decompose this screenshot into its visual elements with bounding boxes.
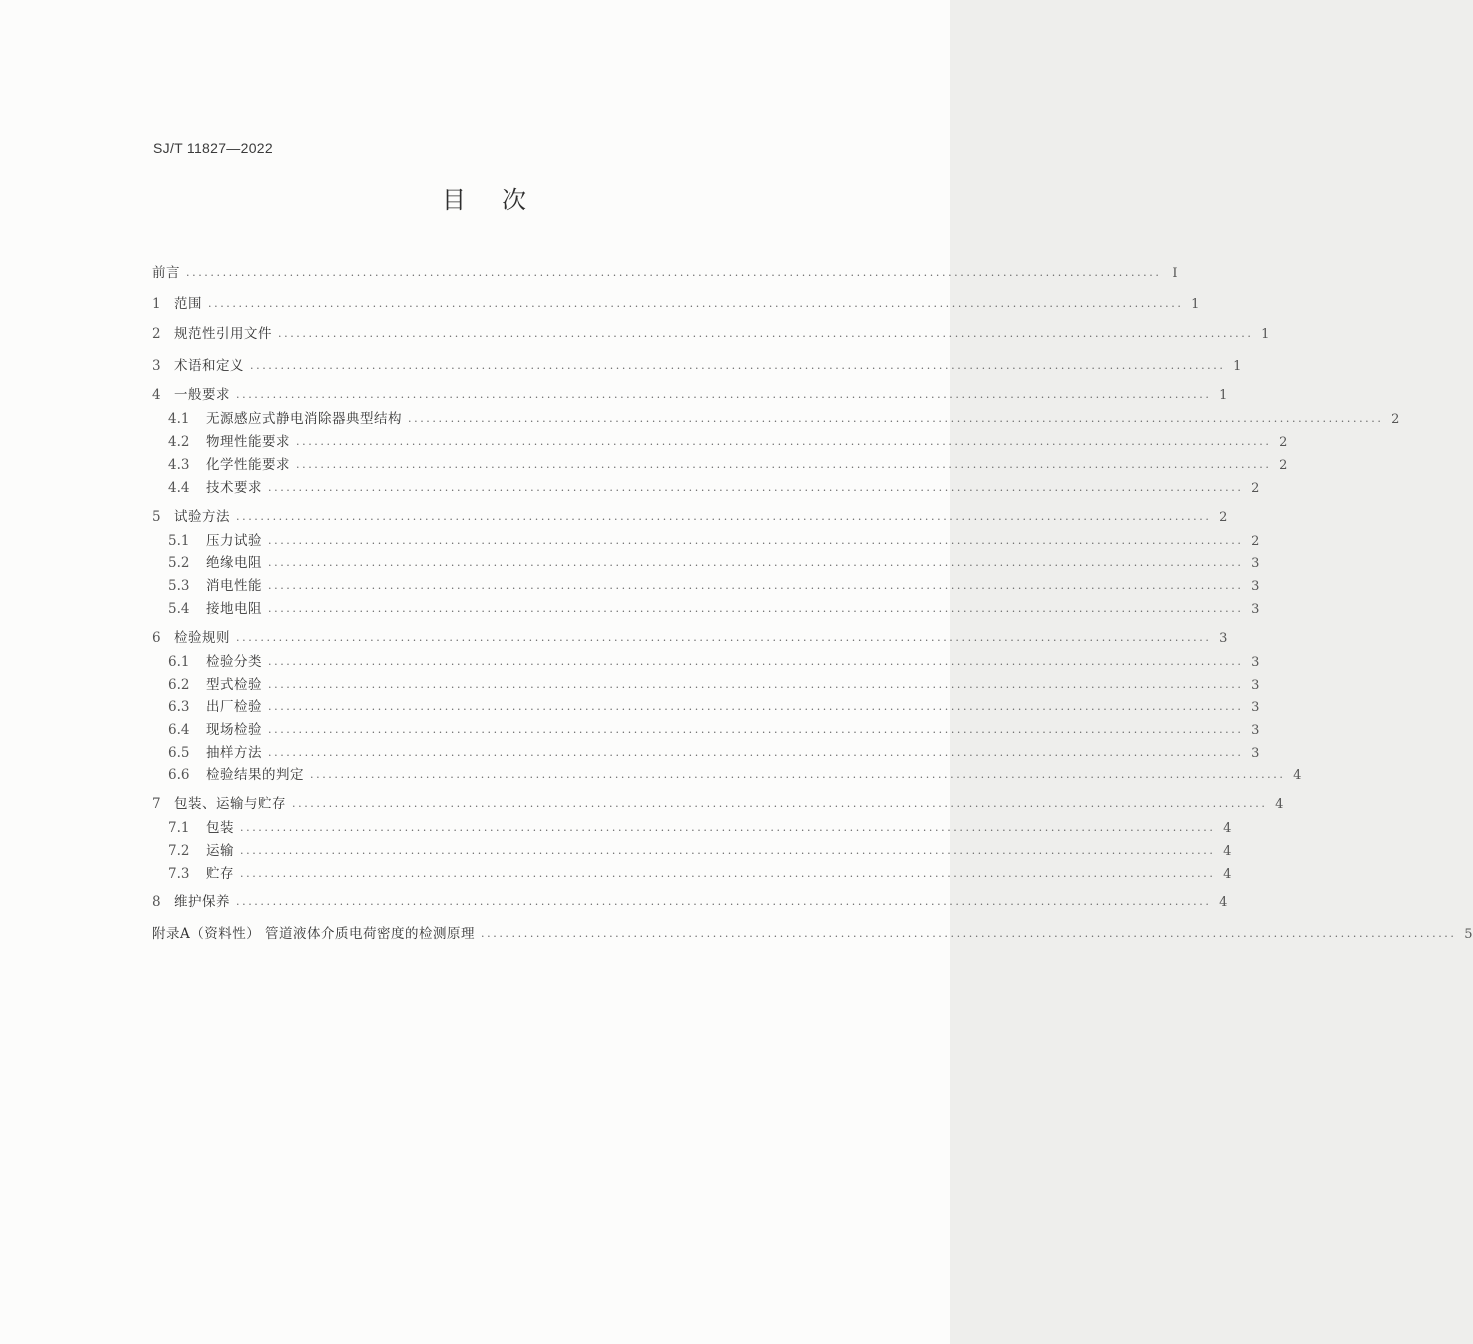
toc-entry[interactable] xyxy=(152,923,1473,945)
document-code: SJ/T 11827—2022 xyxy=(153,140,273,156)
toc-dot-leader: ................................................................................................................................................................ xyxy=(268,723,1244,736)
toc-entry[interactable] xyxy=(168,764,1302,786)
toc-entry-label: 现场检验 xyxy=(206,722,262,738)
toc-entry-label: 接地电阻 xyxy=(206,601,262,617)
toc-entry-label: 包装、运输与贮存 xyxy=(174,796,286,812)
toc-dot-leader: ................................................................................................................................................................ xyxy=(268,534,1244,547)
toc-entry-page: 2 xyxy=(1251,534,1260,549)
toc-entry-page: 3 xyxy=(1251,655,1260,670)
toc-dot-leader: ................................................................................................................................................................ xyxy=(268,655,1244,668)
toc-entry-page: 3 xyxy=(1251,746,1260,761)
page-title: 目次 xyxy=(442,186,562,214)
toc-entry-number: 5.4 xyxy=(168,601,190,617)
toc-entry-number: 6.4 xyxy=(168,722,190,738)
toc-entry-page: I xyxy=(1172,266,1178,281)
toc-entry-label: 试验方法 xyxy=(174,509,230,525)
toc-entry-number: 4.4 xyxy=(168,480,190,496)
toc-entry-label: 前言 xyxy=(152,265,180,281)
toc-dot-leader: ................................................................................................................................................................ xyxy=(236,510,1212,523)
toc-entry-label: 运输 xyxy=(206,843,234,859)
toc-entry-number: 5.3 xyxy=(168,578,190,594)
toc-dot-leader: ................................................................................................................................................................ xyxy=(268,481,1244,494)
toc-entry[interactable] xyxy=(168,651,1260,673)
toc-entry-page: 2 xyxy=(1391,412,1400,427)
toc-dot-leader: ................................................................................................................................................................ xyxy=(186,266,1162,279)
toc-entry-page: 4 xyxy=(1223,867,1232,882)
toc-entry[interactable] xyxy=(168,454,1288,476)
toc-entry-page: 4 xyxy=(1293,768,1302,783)
toc-entry-label: 物理性能要求 xyxy=(206,434,290,450)
toc-entry-number: 4 xyxy=(152,387,161,403)
toc-entry-page: 4 xyxy=(1223,821,1232,836)
toc-entry[interactable] xyxy=(168,477,1260,499)
toc-dot-leader: ................................................................................................................................................................ xyxy=(278,327,1254,340)
toc-entry-page: 2 xyxy=(1219,510,1228,525)
toc-entry[interactable] xyxy=(152,355,1242,377)
toc-entry-label: 化学性能要求 xyxy=(206,457,290,473)
toc-entry-page: 3 xyxy=(1251,700,1260,715)
toc-entry-page: 2 xyxy=(1251,481,1260,496)
toc-entry-number: 5 xyxy=(152,509,161,525)
toc-entry[interactable] xyxy=(152,323,1270,345)
toc-entry-page: 4 xyxy=(1223,844,1232,859)
toc-entry[interactable] xyxy=(168,530,1260,552)
toc-dot-leader: ................................................................................................................................................................ xyxy=(268,746,1244,759)
toc-dot-leader: ................................................................................................................................................................ xyxy=(296,458,1272,471)
toc-entry-page: 1 xyxy=(1219,388,1228,403)
toc-entry-number: 6.3 xyxy=(168,699,190,715)
toc-dot-leader: ................................................................................................................................................................ xyxy=(250,359,1226,372)
toc-entry-page: 3 xyxy=(1251,602,1260,617)
toc-entry-number: 7.1 xyxy=(168,820,190,836)
toc-entry-number: 3 xyxy=(152,358,161,374)
toc-entry[interactable] xyxy=(168,598,1260,620)
toc-dot-leader: ................................................................................................................................................................ xyxy=(208,297,1184,310)
toc-entry-label: 规范性引用文件 xyxy=(174,326,272,342)
toc-entry[interactable] xyxy=(168,575,1260,597)
toc-entry-number: 2 xyxy=(152,326,161,342)
toc-dot-leader: ................................................................................................................................................................ xyxy=(268,556,1244,569)
toc-dot-leader: ................................................................................................................................................................ xyxy=(236,388,1212,401)
toc-entry-number: 5.1 xyxy=(168,533,190,549)
toc-entry[interactable] xyxy=(152,293,1200,315)
toc-entry-number: 6.5 xyxy=(168,745,190,761)
toc-entry-label: 检验结果的判定 xyxy=(206,767,304,783)
toc-entry[interactable] xyxy=(168,408,1400,430)
toc-entry-number: 6 xyxy=(152,630,161,646)
toc-entry-label: 附录A（资料性） 管道液体介质电荷密度的检测原理 xyxy=(152,926,476,942)
toc-dot-leader: ................................................................................................................................................................ xyxy=(481,927,1457,940)
toc-entry-label: 包装 xyxy=(206,820,234,836)
toc-dot-leader: ................................................................................................................................................................ xyxy=(268,579,1244,592)
toc-entry-page: 5 xyxy=(1464,927,1473,942)
toc-dot-leader: ................................................................................................................................................................ xyxy=(240,867,1216,880)
toc-entry-label: 检验规则 xyxy=(174,630,230,646)
toc-entry-number: 4.3 xyxy=(168,457,190,473)
toc-entry-label: 术语和定义 xyxy=(174,358,244,374)
toc-entry-label: 压力试验 xyxy=(206,533,262,549)
toc-entry[interactable] xyxy=(152,262,1178,284)
toc-entry-number: 6.6 xyxy=(168,767,190,783)
toc-entry-number: 7.2 xyxy=(168,843,190,859)
toc-dot-leader: ................................................................................................................................................................ xyxy=(240,844,1216,857)
toc-dot-leader: ................................................................................................................................................................ xyxy=(236,895,1212,908)
toc-entry-page: 3 xyxy=(1251,678,1260,693)
toc-entry-label: 绝缘电阻 xyxy=(206,555,262,571)
toc-entry-page: 3 xyxy=(1251,556,1260,571)
toc-entry-number: 7.3 xyxy=(168,866,190,882)
toc-entry[interactable] xyxy=(168,552,1260,574)
toc-entry[interactable] xyxy=(152,506,1228,528)
toc-dot-leader: ................................................................................................................................................................ xyxy=(292,797,1268,810)
toc-entry-label: 检验分类 xyxy=(206,654,262,670)
toc-entry-number: 7 xyxy=(152,796,161,812)
toc-entry[interactable] xyxy=(168,431,1288,453)
toc-entry-number: 6.2 xyxy=(168,677,190,693)
toc-entry-label: 范围 xyxy=(174,296,202,312)
toc-entry-page: 3 xyxy=(1251,723,1260,738)
toc-entry-page: 3 xyxy=(1219,631,1228,646)
toc-entry-number: 1 xyxy=(152,296,161,312)
toc-dot-leader: ................................................................................................................................................................ xyxy=(268,602,1244,615)
toc-entry-number: 5.2 xyxy=(168,555,190,571)
toc-dot-leader: ................................................................................................................................................................ xyxy=(236,631,1212,644)
toc-entry-label: 一般要求 xyxy=(174,387,230,403)
toc-dot-leader: ................................................................................................................................................................ xyxy=(310,768,1286,781)
toc-entry-page: 2 xyxy=(1279,435,1288,450)
toc-entry[interactable] xyxy=(168,863,1232,885)
toc-entry-label: 消电性能 xyxy=(206,578,262,594)
toc-entry[interactable] xyxy=(168,674,1260,696)
toc-entry-page: 1 xyxy=(1233,359,1242,374)
toc-entry-label: 出厂检验 xyxy=(206,699,262,715)
toc-dot-leader: ................................................................................................................................................................ xyxy=(296,435,1272,448)
toc-entry-page: 3 xyxy=(1251,579,1260,594)
toc-entry[interactable] xyxy=(168,719,1260,741)
toc-entry[interactable] xyxy=(152,891,1228,913)
toc-entry-label: 贮存 xyxy=(206,866,234,882)
toc-entry-page: 1 xyxy=(1261,327,1270,342)
toc-entry-number: 4.1 xyxy=(168,411,190,427)
toc-entry-page: 1 xyxy=(1191,297,1200,312)
toc-entry-page: 4 xyxy=(1219,895,1228,910)
toc-entry-number: 8 xyxy=(152,894,161,910)
toc-entry-page: 4 xyxy=(1275,797,1284,812)
toc-dot-leader: ................................................................................................................................................................ xyxy=(408,412,1384,425)
toc-entry-page: 2 xyxy=(1279,458,1288,473)
toc-entry[interactable] xyxy=(168,742,1260,764)
toc-entry[interactable] xyxy=(168,817,1232,839)
toc-entry[interactable] xyxy=(168,696,1260,718)
toc-entry-label: 技术要求 xyxy=(206,480,262,496)
toc-entry[interactable] xyxy=(152,793,1284,815)
toc-entry[interactable] xyxy=(152,627,1228,649)
toc-entry[interactable] xyxy=(168,840,1232,862)
toc-entry-label: 型式检验 xyxy=(206,677,262,693)
toc-dot-leader: ................................................................................................................................................................ xyxy=(268,700,1244,713)
toc-dot-leader: ................................................................................................................................................................ xyxy=(240,821,1216,834)
toc-entry[interactable] xyxy=(152,384,1228,406)
toc-entry-number: 6.1 xyxy=(168,654,190,670)
toc-entry-label: 无源感应式静电消除器典型结构 xyxy=(206,411,402,427)
toc-dot-leader: ................................................................................................................................................................ xyxy=(268,678,1244,691)
toc-entry-label: 抽样方法 xyxy=(206,745,262,761)
toc-entry-number: 4.2 xyxy=(168,434,190,450)
toc-entry-label: 维护保养 xyxy=(174,894,230,910)
